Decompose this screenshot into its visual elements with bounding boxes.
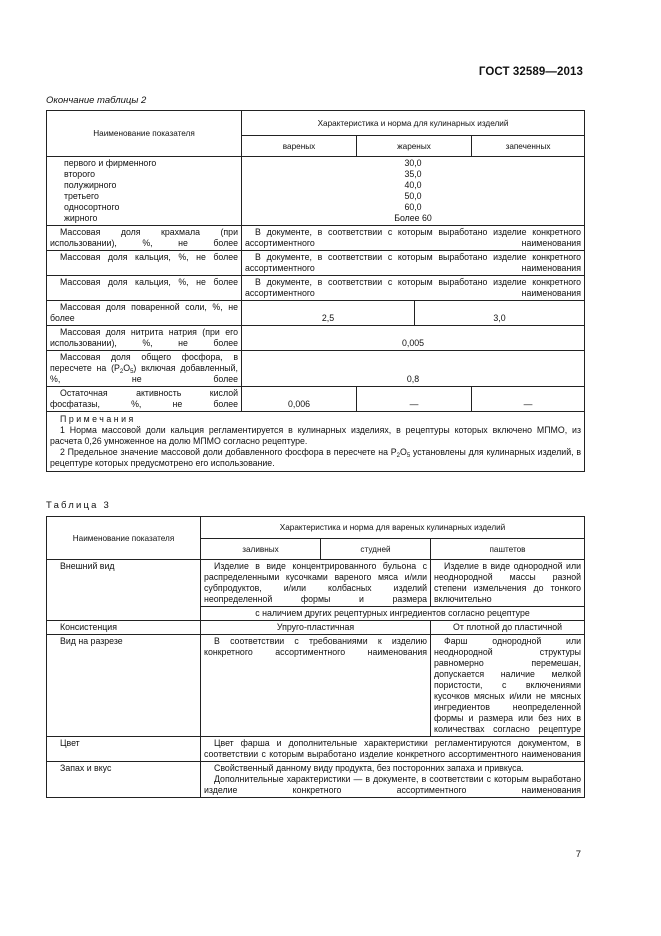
t2-header-name: Наименование показателя (47, 111, 242, 157)
t3-appearance-name: Внешний вид (47, 560, 201, 621)
t3-smell-value (201, 762, 585, 798)
t3-cut-value-1: В соответствии с требованиями к изделию конкретного ассортиментного наименования (201, 635, 431, 737)
t2-nitrite-value: 0,005 (242, 326, 585, 351)
t2-phosphorus-value: 0,8 (242, 351, 585, 387)
table3-caption: Таблица 3 (46, 500, 111, 511)
t3-header-name: Наименование показателя (47, 517, 201, 560)
t3-consistency-value-2: От плотной до пластичной (431, 621, 585, 635)
t2-note-2: 2 Предельное значение массовой доли добавленного фосфора в пересчете на $P_2O_5$ установлены для кулинарных изделий, в рецептуре которых предусмотрено его использование. (50, 447, 581, 468)
t3-appearance-value-2: Изделие в виде однородной или неоднородной массы разной степени измельчения до тонкого включительно (431, 560, 585, 607)
t2-salt-value-2: 3,0 (415, 301, 585, 326)
t2-nitrite-name: Массовая доля нитрита натрия (при его использовании), %, не более (47, 326, 242, 351)
t2-salt-value-1: 2,5 (242, 301, 415, 326)
t2-calcium2-name: Массовая доля кальция, %, не более (47, 276, 242, 301)
t2-phosphatase-value-3: — (472, 387, 585, 412)
t2-phosphatase-value-2: — (357, 387, 472, 412)
t3-consistency-name: Консистенция (47, 621, 201, 635)
t3-color-name: Цвет (47, 737, 201, 762)
t2-subcol-boiled: вареных (242, 136, 357, 157)
t3-subcol-jelly: студней (321, 539, 431, 560)
t2-notes-title: Примечания (60, 414, 136, 424)
t2-phosphorus-name: Массовая доля общего фосфора, в пересчете на $(P_2O_5)$ включая добавленный, %, не более (47, 351, 242, 387)
t3-cut-value-2: Фарш однородной или неоднородной структуры равномерно перемешан, допускается наличие мелкой пористости, с включениями кусочков мясных и/или не мясных ингредиентов неопределенной формы и размера или без них в количествах согласно рецептуре (431, 635, 585, 737)
t2-calcium1-name: Массовая доля кальция, %, не более (47, 251, 242, 276)
t2-notes (47, 412, 585, 472)
t3-consistency-value-1: Упруго-пластичная (201, 621, 431, 635)
t3-color-value: Цвет фарша и дополнительные характеристики регламентируются документом, в соответствии с которым выработано изделие конкретного ассортиментного наименования (201, 737, 585, 762)
table-3 (46, 516, 585, 798)
t3-appearance-value-1: Изделие в виде концентрированного бульона с распределенными кусочками вареного мяса и/или субпродуктов, и/или колбасных изделий неопределенной формы и размера (201, 560, 431, 607)
t2-note-1: 1 Норма массовой доли кальция регламентируется в кулинарных изделиях, в рецептуры которых включено МПМО, из расчета 0,26 умноженное на долю МПМО согласно рецептуре. (50, 425, 581, 446)
t3-subcol-aspic: заливных (201, 539, 321, 560)
t2-starch-value: В документе, в соответствии с которым выработано изделие конкретного ассортиментного наименования (242, 226, 585, 251)
t2-grades-values: 30,0 35,0 40,0 50,0 60,0 Более 60 (242, 157, 585, 226)
t3-header-group: Характеристика и норма для вареных кулинарных изделий (201, 517, 585, 539)
table2-caption: Окончание таблицы 2 (46, 95, 147, 106)
t2-calcium2-value: В документе, в соответствии с которым выработано изделие конкретного ассортиментного наименования (242, 276, 585, 301)
t2-grades-names: первого и фирменного второго полужирного третьего односортного жирного (47, 157, 242, 226)
t3-subcol-pate: паштетов (431, 539, 585, 560)
standard-number: ГОСТ 32589—2013 (478, 66, 583, 78)
t3-smell-name: Запах и вкус (47, 762, 201, 798)
t2-subcol-fried: жареных (357, 136, 472, 157)
t2-calcium1-value: В документе, в соответствии с которым выработано изделие конкретного ассортиментного наименования (242, 251, 585, 276)
t2-starch-name: Массовая доля крахмала (при использовании), %, не более (47, 226, 242, 251)
t3-smell-value-1: Свойственный данному виду продукта, без посторонних запаха и привкуса. (214, 763, 524, 773)
t3-cut-name: Вид на разрезе (47, 635, 201, 737)
t2-phosphatase-name: Остаточная активность кислой фосфатазы, %, не более (47, 387, 242, 412)
t2-phosphatase-value-1: 0,006 (242, 387, 357, 412)
t2-header-group: Характеристика и норма для кулинарных изделий (242, 111, 585, 136)
t2-subcol-baked: запеченных (472, 136, 585, 157)
table-2 (46, 110, 585, 472)
t3-smell-value-2: Дополнительные характеристики — в документе, в соответствии с которым выработано изделие конкретного ассортиментного наименования (204, 774, 582, 795)
t3-appearance-common: с наличием других рецептурных ингредиентов согласно рецептуре (201, 607, 585, 621)
t2-salt-name: Массовая доля поваренной соли, %, не более (47, 301, 242, 326)
page-number: 7 (575, 849, 581, 860)
